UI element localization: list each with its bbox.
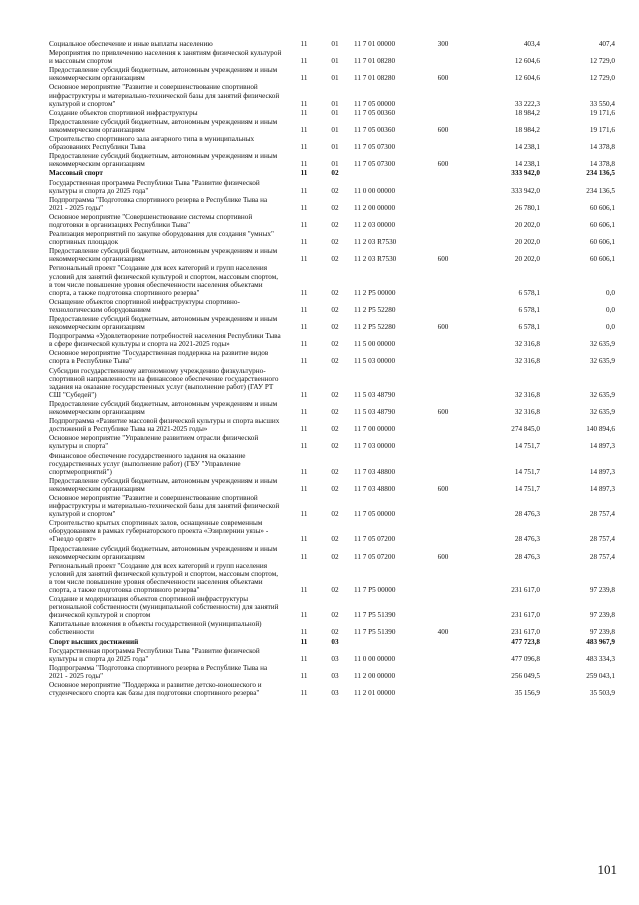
row-subsection: 02 <box>331 425 339 434</box>
table-row <box>49 400 619 417</box>
row-target-code: 11 7 05 07300 <box>354 160 396 169</box>
row-section: 11 <box>300 390 308 399</box>
table-row <box>49 66 619 83</box>
row-target-code: 11 0 00 00000 <box>354 186 396 195</box>
table-row <box>49 477 619 494</box>
row-subsection: 02 <box>331 535 339 544</box>
row-name: Предоставление субсидий бюджетным, автономным учреждениям и иным некоммерческим организациям <box>49 152 278 169</box>
table-row <box>49 247 619 264</box>
row-value-year1: 6 578,1 <box>518 288 540 297</box>
row-name: Региональный проект "Создание для всех категорий и групп населения условий для занятий физической культурой и спортом, массовым спортом, в том числе повышение уровня обеспеченности населения объектами спорта, а также подготовка спортивного резерва" <box>49 561 279 594</box>
row-value-year1: 18 984,2 <box>514 125 540 134</box>
row-name: Региональный проект "Создание для всех категорий и групп населения условий для занятий физической культурой и спортом, массовым спортом, в том числе повышение уровня обеспеченности населения объектами спорта, а также подготовка спортивного резерва" <box>49 264 279 297</box>
row-section: 11 <box>300 99 308 108</box>
row-expense-type <box>426 49 460 66</box>
row-target-code: 11 0 00 00000 <box>354 654 396 663</box>
row-expense-type <box>426 595 460 620</box>
table-row <box>49 452 619 477</box>
row-section: 11 <box>300 654 308 663</box>
row-section: 11 <box>300 169 308 178</box>
row-section: 11 <box>300 108 308 117</box>
row-name: Предоставление субсидий бюджетным, автономным учреждениям и иным некоммерческим организациям <box>49 247 278 264</box>
row-name: Основное мероприятие "Управление развитием отрасли физической культуры и спорта" <box>49 434 259 451</box>
row-target-code: 11 2 03 R7530 <box>354 238 397 247</box>
row-section: 11 <box>300 125 308 134</box>
row-expense-type <box>426 179 460 196</box>
row-expense-type: 600 <box>437 255 449 264</box>
row-expense-type <box>426 298 460 315</box>
row-value-year2: 14 897,3 <box>589 484 615 493</box>
row-subsection: 01 <box>331 160 339 169</box>
row-name: Массовый спорт <box>49 169 103 178</box>
table-row <box>49 118 619 135</box>
row-subsection: 02 <box>331 305 339 314</box>
table-row <box>49 298 619 315</box>
row-value-year1: 28 476,3 <box>514 510 540 519</box>
row-target-code: 11 2 03 00000 <box>354 220 396 229</box>
row-name: Социальное обеспечение и иные выплаты населению <box>49 40 213 48</box>
row-target-code: 11 2 P5 52280 <box>354 305 396 314</box>
row-value-year2: 19 171,6 <box>589 108 615 117</box>
row-expense-type <box>426 349 460 366</box>
row-section: 11 <box>300 552 308 561</box>
row-subsection: 03 <box>331 637 339 646</box>
row-name: Государственная программа Республики Тыва "Развитие физической культуры и спорта до 2025 года" <box>49 646 260 663</box>
row-section: 11 <box>300 689 308 698</box>
row-section: 11 <box>300 357 308 366</box>
row-expense-type <box>426 664 460 681</box>
row-subsection: 02 <box>331 323 339 332</box>
row-target-code: 11 7 05 07200 <box>354 535 396 544</box>
row-section: 11 <box>300 323 308 332</box>
row-expense-type <box>426 264 460 297</box>
row-subsection: 02 <box>331 288 339 297</box>
row-expense-type <box>426 452 460 477</box>
row-section: 11 <box>300 535 308 544</box>
row-value-year1: 14 751,7 <box>514 442 540 451</box>
row-section: 11 <box>300 57 308 66</box>
row-target-code: 11 7 01 08280 <box>354 57 396 66</box>
row-subsection: 02 <box>331 484 339 493</box>
row-value-year1: 14 751,7 <box>514 467 540 476</box>
row-value-year2: 234 136,5 <box>586 169 615 178</box>
row-expense-type <box>426 196 460 213</box>
row-target-code: 11 7 00 00000 <box>354 425 396 434</box>
row-value-year2: 33 550,4 <box>589 99 615 108</box>
row-expense-type <box>426 230 460 247</box>
row-subsection: 02 <box>331 467 339 476</box>
row-section: 11 <box>300 143 308 152</box>
row-value-year2: 0,0 <box>606 323 615 332</box>
row-value-year1: 14 238,1 <box>514 160 540 169</box>
row-value-year1: 12 604,6 <box>514 57 540 66</box>
row-section: 11 <box>300 340 308 349</box>
row-subsection: 02 <box>331 340 339 349</box>
row-value-year1: 14 751,7 <box>514 484 540 493</box>
page-number: 101 <box>597 862 617 877</box>
table-row <box>49 434 619 451</box>
row-value-year2: 0,0 <box>606 305 615 314</box>
row-expense-type <box>426 109 460 118</box>
row-value-year2: 234 136,5 <box>586 186 615 195</box>
row-subsection: 01 <box>331 125 339 134</box>
row-name: Основное мероприятие "Государственная поддержка на развитие видов спорта в Республике Тыва" <box>49 349 269 366</box>
row-value-year2: 407,4 <box>598 40 615 48</box>
row-subsection: 02 <box>331 586 339 594</box>
row-name: Подпрограмма "Подготовка спортивного резерва в Республике Тыва на 2021 - 2025 годы" <box>49 195 268 212</box>
row-target-code: 11 7 03 48800 <box>354 484 396 493</box>
row-name: Основное мероприятие "Поддержка и развитие детско-юношеского и студенческого спорта как базы для подготовки спортивного резерва" <box>49 681 262 698</box>
row-name: Предоставление субсидий бюджетным, автономным учреждениям и иным некоммерческим организациям <box>49 399 278 417</box>
table-row <box>49 213 619 230</box>
row-expense-type: 600 <box>437 484 449 493</box>
table-row <box>49 315 619 332</box>
table-row <box>49 332 619 349</box>
table-row <box>49 417 619 434</box>
row-value-year1: 20 202,0 <box>514 255 540 264</box>
budget-table-body <box>49 40 619 698</box>
row-target-code: 11 5 00 00000 <box>354 340 396 349</box>
row-section: 11 <box>300 40 308 48</box>
row-value-year1: 231 617,0 <box>511 628 540 637</box>
row-value-year2: 60 606,1 <box>589 255 615 264</box>
row-name: Предоставление субсидий бюджетным, автономным учреждениям и иным некоммерческим организациям <box>49 66 278 83</box>
row-target-code: 11 7 05 00000 <box>354 99 396 108</box>
row-value-year1: 32 316,8 <box>514 408 540 417</box>
row-value-year2: 259 043,1 <box>586 671 615 680</box>
row-value-year1: 28 476,3 <box>514 535 540 544</box>
row-expense-type: 600 <box>437 408 449 417</box>
row-expense-type: 600 <box>437 552 449 561</box>
row-expense-type <box>426 681 460 698</box>
row-subsection: 02 <box>331 611 339 620</box>
row-expense-type <box>426 417 460 434</box>
row-subsection: 02 <box>331 510 339 519</box>
row-value-year2: 483 334,3 <box>586 654 615 663</box>
row-name: Мероприятия по привлечению населения к занятиям физической культурой и массовым спортом <box>49 49 282 66</box>
table-row <box>49 367 619 400</box>
row-expense-type <box>426 638 460 647</box>
row-section: 11 <box>300 255 308 264</box>
row-value-year2: 12 729,0 <box>589 74 615 83</box>
row-expense-type <box>426 332 460 349</box>
row-name: Реализация мероприятий по закупке оборудования для создания "умных" спортивных площадок <box>49 230 274 247</box>
row-expense-type <box>426 213 460 230</box>
row-section: 11 <box>300 160 308 169</box>
table-row <box>49 179 619 196</box>
row-section: 11 <box>300 288 308 297</box>
row-name: Предоставление субсидий бюджетным, автономным учреждениям и иным некоммерческим организациям <box>49 117 278 134</box>
row-name: Подпрограмма «Удовлетворение потребностей населения Республики Тыва в сфере физической культуры и спорта на 2021-2025 годы» <box>49 332 281 349</box>
row-section: 11 <box>300 186 308 195</box>
row-section: 11 <box>300 220 308 229</box>
row-expense-type: 600 <box>437 323 449 332</box>
table-row <box>49 519 619 544</box>
row-value-year1: 403,4 <box>523 40 540 48</box>
row-section: 11 <box>300 408 308 417</box>
row-value-year1: 35 156,9 <box>514 689 540 698</box>
row-name: Государственная программа Республики Тыва "Развитие физической культуры и спорта до 2025 года" <box>49 178 260 195</box>
table-row <box>49 264 619 297</box>
row-value-year2: 14 378,8 <box>589 143 615 152</box>
row-subsection: 02 <box>331 552 339 561</box>
row-value-year2: 28 757,4 <box>589 510 615 519</box>
row-target-code: 11 2 00 00000 <box>354 203 396 212</box>
row-name: Оснащение объектов спортивной инфраструктуры спортивно-технологическим оборудованием <box>49 297 240 314</box>
row-section: 11 <box>300 74 308 83</box>
table-row <box>49 664 619 681</box>
row-target-code: 11 2 00 00000 <box>354 671 396 680</box>
row-expense-type <box>426 83 460 108</box>
row-subsection: 02 <box>331 357 339 366</box>
row-value-year1: 20 202,0 <box>514 238 540 247</box>
row-section: 11 <box>300 238 308 247</box>
row-value-year2: 97 239,8 <box>589 611 615 620</box>
row-target-code: 11 7 01 00000 <box>354 40 396 48</box>
row-value-year2: 60 606,1 <box>589 203 615 212</box>
row-value-year2: 14 378,8 <box>589 160 615 169</box>
row-expense-type <box>426 562 460 595</box>
row-value-year2: 32 635,9 <box>589 408 615 417</box>
row-value-year1: 333 942,0 <box>511 186 540 195</box>
table-row <box>49 562 619 595</box>
row-value-year2: 28 757,4 <box>589 552 615 561</box>
row-target-code: 11 7 05 07300 <box>354 143 396 152</box>
row-value-year2: 12 729,0 <box>589 57 615 66</box>
table-row <box>49 152 619 169</box>
row-section: 11 <box>300 637 308 646</box>
row-subsection: 02 <box>331 186 339 195</box>
row-section: 11 <box>300 425 308 434</box>
row-subsection: 02 <box>331 169 339 178</box>
row-expense-type <box>426 519 460 544</box>
row-name: Предоставление субсидий бюджетным, автономным учреждениям и иным некоммерческим организациям <box>49 544 278 561</box>
row-value-year1: 6 578,1 <box>518 305 540 314</box>
row-expense-type: 400 <box>437 628 449 637</box>
row-expense-type: 600 <box>437 160 449 169</box>
row-name: Субсидии государственному автономному учреждению физкультурно-спортивной направленности на финансовое обеспечение государственного задания на оказание государственных услуг (выполнение работ) (ГАУ РТ СШ "Субедей") <box>49 366 279 399</box>
table-row <box>49 230 619 247</box>
row-subsection: 01 <box>331 143 339 152</box>
row-name: Основное мероприятие "Совершенствование системы спортивной подготовки в организациях Республики Тыва" <box>49 212 253 229</box>
row-target-code: 11 2 01 00000 <box>354 689 396 698</box>
row-value-year1: 32 316,8 <box>514 357 540 366</box>
row-subsection: 02 <box>331 390 339 399</box>
row-value-year2: 35 503,9 <box>589 689 615 698</box>
row-section: 11 <box>300 203 308 212</box>
row-name: Финансовое обеспечение государственного задания на оказание государственных услуг (выполнение работ) (ГБУ "Управление спортмероприятий") <box>49 451 246 476</box>
row-target-code: 11 7 P5 00000 <box>354 586 396 594</box>
row-subsection: 03 <box>331 671 339 680</box>
row-value-year1: 26 780,1 <box>514 203 540 212</box>
table-row <box>49 49 619 66</box>
row-value-year1: 18 984,2 <box>514 108 540 117</box>
row-target-code: 11 7 05 00360 <box>354 125 396 134</box>
table-row <box>49 135 619 152</box>
row-name: Капитальные вложения в объекты государственной (муниципальной) собственности <box>49 620 262 637</box>
row-subsection: 01 <box>331 40 339 48</box>
row-target-code: 11 7 P5 51390 <box>354 611 396 620</box>
row-section: 11 <box>300 467 308 476</box>
row-name: Создание объектов спортивной инфраструктуры <box>49 108 198 117</box>
row-section: 11 <box>300 305 308 314</box>
row-subsection: 02 <box>331 408 339 417</box>
row-target-code: 11 7 P5 51390 <box>354 628 396 637</box>
row-name: Предоставление субсидий бюджетным, автономным учреждениям и иным некоммерческим организациям <box>49 315 278 332</box>
row-target-code: 11 7 05 00360 <box>354 108 396 117</box>
row-expense-type <box>426 169 460 178</box>
table-row <box>49 83 619 108</box>
row-subsection: 01 <box>331 74 339 83</box>
row-name: Предоставление субсидий бюджетным, автономным учреждениям и иным некоммерческим организациям <box>49 476 278 493</box>
row-target-code: 11 7 05 07200 <box>354 552 396 561</box>
table-row <box>49 545 619 562</box>
row-target-code: 11 2 P5 00000 <box>354 288 396 297</box>
table-row <box>49 620 619 637</box>
row-subsection: 02 <box>331 442 339 451</box>
row-target-code: 11 7 03 48800 <box>354 467 396 476</box>
row-value-year1: 32 316,8 <box>514 390 540 399</box>
row-name: Основное мероприятие "Развитие и совершенствование спортивной инфраструктуры и материально-технической базы для занятий физической культурой и спортом" <box>49 83 280 108</box>
table-row <box>49 494 619 519</box>
row-target-code: 11 7 01 08280 <box>354 74 396 83</box>
row-subsection: 01 <box>331 108 339 117</box>
row-name: Подпрограмма "Подготовка спортивного резерва в Республике Тыва на 2021 - 2025 годы" <box>49 663 268 680</box>
row-section: 11 <box>300 611 308 620</box>
row-value-year2: 19 171,6 <box>589 125 615 134</box>
row-expense-type <box>426 367 460 400</box>
table-row <box>49 169 619 178</box>
row-name: Подпрограмма «Развитие массовой физической культуры и спорта высших достижений в Республике Тыва на 2021-2025 годы» <box>49 417 280 434</box>
row-value-year2: 14 897,3 <box>589 467 615 476</box>
row-value-year1: 14 238,1 <box>514 143 540 152</box>
row-subsection: 01 <box>331 99 339 108</box>
row-section: 11 <box>300 671 308 680</box>
table-row <box>49 40 619 49</box>
row-value-year2: 60 606,1 <box>589 220 615 229</box>
table-row <box>49 647 619 664</box>
row-target-code: 11 5 03 48790 <box>354 390 396 399</box>
row-section: 11 <box>300 484 308 493</box>
row-value-year1: 333 942,0 <box>511 169 540 178</box>
row-expense-type <box>426 135 460 152</box>
row-value-year2: 32 635,9 <box>589 390 615 399</box>
row-target-code: 11 2 P5 52280 <box>354 323 396 332</box>
row-target-code <box>351 638 426 647</box>
row-section: 11 <box>300 510 308 519</box>
row-section: 11 <box>300 442 308 451</box>
budget-table <box>49 40 619 698</box>
row-value-year1: 477 723,8 <box>511 637 540 646</box>
row-name: Создание и модернизация объектов спортивной инфраструктуры региональной собственности (муниципальной собственности) для занятий физической культурой и спортом <box>49 595 279 620</box>
row-value-year1: 28 476,3 <box>514 552 540 561</box>
row-expense-type <box>426 647 460 664</box>
table-row <box>49 595 619 620</box>
row-value-year2: 60 606,1 <box>589 238 615 247</box>
table-row <box>49 681 619 698</box>
row-name: Основное мероприятие "Развитие и совершенствование спортивной инфраструктуры и материально-технической базы для занятий физической культурой и спортом" <box>49 493 280 519</box>
row-value-year1: 477 096,8 <box>511 654 540 663</box>
row-value-year2: 97 239,8 <box>589 628 615 637</box>
row-subsection: 03 <box>331 689 339 698</box>
row-expense-type <box>426 494 460 519</box>
row-expense-type: 600 <box>437 74 449 83</box>
row-section: 11 <box>300 628 308 637</box>
row-target-code: 11 7 03 00000 <box>354 442 396 451</box>
row-target-code: 11 7 05 00000 <box>354 510 396 519</box>
row-subsection: 02 <box>331 628 339 637</box>
row-section: 11 <box>300 586 308 594</box>
row-subsection: 02 <box>331 255 339 264</box>
row-value-year1: 231 617,0 <box>511 586 540 594</box>
row-name: Строительство крытых спортивных залов, оснащенные современным оборудованием в рамках губернаторского проекта «Эзирлернин уязы» - «Гнездо орлят» <box>49 519 269 544</box>
row-value-year2: 97 239,8 <box>589 586 615 594</box>
row-value-year1: 20 202,0 <box>514 220 540 229</box>
row-value-year1: 231 617,0 <box>511 611 540 620</box>
row-subsection: 02 <box>331 238 339 247</box>
row-name: Спорт высших достижений <box>49 637 139 646</box>
row-value-year1: 33 222,3 <box>514 99 540 108</box>
row-value-year1: 12 604,6 <box>514 74 540 83</box>
row-subsection: 01 <box>331 57 339 66</box>
row-value-year2: 32 635,9 <box>589 357 615 366</box>
row-target-code: 11 2 03 R7530 <box>354 255 397 264</box>
table-row <box>49 349 619 366</box>
row-value-year2: 140 894,6 <box>586 425 615 434</box>
row-subsection: 03 <box>331 654 339 663</box>
row-value-year1: 256 049,5 <box>511 671 540 680</box>
row-subsection: 02 <box>331 220 339 229</box>
row-value-year2: 0,0 <box>606 288 615 297</box>
row-value-year2: 14 897,3 <box>589 442 615 451</box>
row-name: Строительство спортивного зала ангарного типа в муниципальных образованиях Республики Тыва <box>49 135 255 152</box>
row-subsection: 02 <box>331 203 339 212</box>
row-value-year2: 32 635,9 <box>589 340 615 349</box>
row-value-year2: 483 967,9 <box>586 637 615 646</box>
row-expense-type <box>426 434 460 451</box>
row-value-year1: 6 578,1 <box>518 323 540 332</box>
table-row <box>49 638 619 647</box>
table-row <box>49 196 619 213</box>
row-target-code: 11 5 03 48790 <box>354 408 396 417</box>
row-expense-type: 600 <box>437 125 449 134</box>
row-value-year2: 28 757,4 <box>589 535 615 544</box>
row-target-code <box>351 169 426 178</box>
table-row <box>49 109 619 118</box>
row-value-year1: 274 845,0 <box>511 425 540 434</box>
row-target-code: 11 5 03 00000 <box>354 357 396 366</box>
row-expense-type: 300 <box>437 40 449 48</box>
row-value-year1: 32 316,8 <box>514 340 540 349</box>
